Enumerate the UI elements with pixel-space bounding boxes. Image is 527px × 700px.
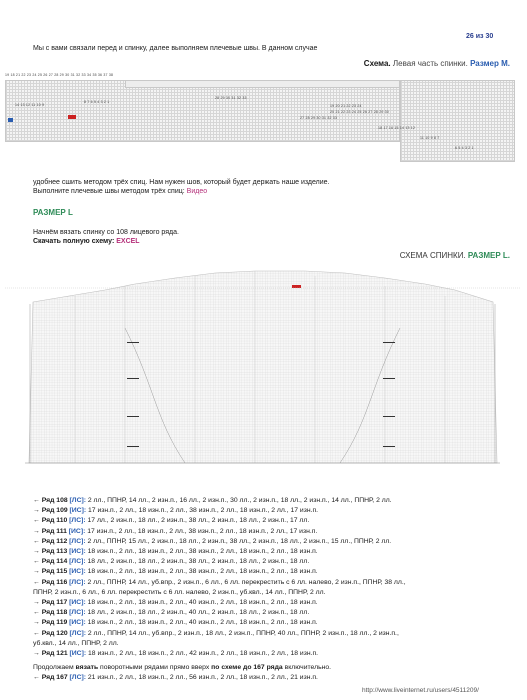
after-m-line-2-text: Выполните плечевые швы методом трёх спиц: — [33, 188, 185, 195]
continuation-part: поворотными рядами прямо вверх — [98, 664, 212, 671]
row-label: Ряд 117 — [41, 599, 68, 607]
row-arrow: → — [33, 548, 40, 556]
continuation-line — [33, 663, 331, 673]
row-label: Ряд 114 — [41, 558, 68, 566]
excel-link[interactable]: EXCEL — [116, 238, 140, 245]
row-side: [ИС]: — [69, 548, 86, 556]
row-line-continued — [33, 639, 503, 649]
row-line-continued — [33, 588, 503, 598]
row-line — [33, 506, 503, 516]
final-row-side: [ЛС]: — [69, 674, 86, 681]
row-arrow: ← — [33, 517, 40, 525]
row-label: Ряд 111 — [41, 527, 67, 535]
schema-m-title — [364, 59, 510, 68]
row-arrow: ← — [33, 609, 40, 617]
schema-l-title — [400, 251, 510, 260]
final-row-arrow: ← — [33, 674, 40, 681]
continuation-part: включительно. — [282, 664, 332, 671]
row-arrow: ← — [33, 558, 40, 566]
row-label: Ряд 112 — [41, 537, 68, 545]
row-side: [ИС]: — [69, 650, 87, 658]
row-side: [ИС]: — [69, 599, 86, 607]
final-row-label: Ряд 167 — [41, 674, 68, 681]
continuation-part: Продолжаем — [33, 664, 76, 671]
row-label: Ряд 116 — [41, 578, 68, 586]
row-line — [33, 598, 503, 608]
row-side: [ИС]: — [68, 527, 86, 535]
schema-m-size: Размер М. — [470, 59, 510, 68]
row-line — [33, 537, 503, 547]
chart-m-numbers-1: 8 7 6 5 4 3 2 1 — [84, 100, 110, 104]
final-row-text: 21 изн.п., 2 лл., 18 изн.п., 2 лл., 56 изн.п., 2 лл., 18 изн.п., 2 лл., 21 изн.п. — [86, 674, 318, 681]
row-line — [33, 496, 503, 506]
video-link[interactable]: Видео — [186, 188, 208, 195]
row-text: 2 лл., ППНР, 14 лл., 2 изн.п., 16 лл., 2 изн.п., 30 лл., 2 изн.п., 18 лл., 2 изн.п., 14 лл., ППНР, 2 лл. — [86, 497, 392, 504]
row-text: 18 изн.п., 2 лл., 18 изн.п., 2 лл., 38 изн.п., 2 лл., 18 изн.п., 2 лл., 18 изн.п. — [85, 568, 318, 576]
row-text: уб.квл., 14 лл., ППНР, 2 лл. — [33, 639, 119, 647]
row-label: Ряд 110 — [41, 517, 68, 525]
row-line — [33, 547, 503, 557]
row-label: Ряд 121 — [41, 650, 68, 658]
continuation-text — [33, 663, 331, 683]
watermark: http://www.liveinternet.ru/users/4511209/ — [362, 687, 479, 694]
row-side: [ЛС]: — [69, 517, 86, 525]
row-line — [33, 649, 503, 659]
row-line — [33, 567, 503, 577]
intro-text: Мы с вами связали перед и спинку, далее выполняем плечевые швы. В данном случае — [33, 45, 318, 52]
chart-m-numbers-9: 6 5 4 3 2 1 — [455, 146, 474, 150]
chart-m-top-numbers: 19 18 21 22 23 24 25 26 27 28 29 30 31 32 33 34 35 36 37 38 — [5, 73, 114, 77]
row-arrow: → — [33, 650, 40, 658]
chart-m-numbers-8: 11 10 9 8 7 — [420, 136, 440, 140]
row-text: 18 лл., 2 изн.п., 18 лл., 2 изн.п., 40 лл., 2 изн.п., 18 лл., 2 изн.п., 18 лл. — [85, 609, 310, 617]
schema-m-prefix: Схема. — [363, 59, 391, 68]
row-arrow: → — [33, 599, 40, 607]
after-m-text — [33, 178, 330, 196]
chart-m-band — [125, 80, 400, 88]
row-label: Ряд 113 — [41, 548, 68, 556]
row-arrow: ← — [33, 629, 40, 637]
chart-m-numbers-2: 14 13 12 11 10 9 — [15, 103, 45, 107]
row-text: 18 изн.п., 2 лл., 18 изн.п., 2 лл., 42 изн.п., 2 лл., 18 изн.п., 2 лл., 18 изн.п. — [86, 650, 319, 658]
row-text: 18 изн.п., 2 лл., 18 изн.п., 2 лл., 40 изн.п., 2 лл., 18 изн.п., 2 лл., 18 изн.п. — [85, 619, 318, 627]
row-side: [ЛС]: — [69, 609, 86, 617]
row-text: 17 изн.п., 2 лл., 18 изн.п., 2 лл., 38 изн.п., 2 лл., 18 изн.п., 2 лл., 17 изн.п. — [85, 527, 318, 535]
row-side: [ЛС]: — [69, 497, 86, 504]
row-arrow: → — [33, 568, 40, 576]
row-arrow: → — [33, 619, 40, 627]
schema-l-title-text: СХЕМА СПИНКИ. — [399, 251, 466, 260]
row-side: [ЛС]: — [69, 629, 86, 637]
chart-l — [5, 268, 520, 478]
row-text: 18 лл., 2 изн.п., 18 лл., 2 изн.п., 38 лл., 2 изн.п., 18 лл., 2 изн.п., 18 лл. — [85, 558, 310, 566]
row-label: Ряд 115 — [41, 568, 68, 576]
schema-m-part: Левая часть спинки. — [392, 59, 468, 68]
row-line — [33, 629, 503, 639]
row-label: Ряд 119 — [41, 619, 68, 627]
row-side: [ЛС]: — [69, 578, 86, 586]
row-side: [ИС]: — [69, 507, 87, 515]
row-arrow: → — [33, 527, 40, 535]
row-text: ППНР, 2 изн.п., 6 лл., 6 лл. перекрестить с 6 лл. налево, 2 изн.п., уб.квл., 14 лл., ППНР, 2 лл. — [33, 588, 326, 596]
page-number: 26 из 30 — [466, 33, 494, 40]
row-line — [33, 516, 503, 526]
row-arrow: ← — [33, 497, 40, 504]
download-line — [33, 238, 140, 245]
chart-l-svg — [5, 268, 520, 478]
row-line — [33, 527, 503, 537]
row-text: 17 лл., 2 изн.п., 18 лл., 2 изн.п., 38 лл., 2 изн.п., 18 лл., 2 изн.п., 17 лл. — [85, 517, 310, 525]
row-text: 18 изн.п., 2 лл., 18 изн.п., 2 лл., 38 изн.п., 2 лл., 18 изн.п., 2 лл., 18 изн.п. — [85, 548, 318, 556]
row-text: 2 лл., ППНР, 15 лл., 2 изн.п., 18 лл., 2 изн.п., 38 лл., 2 изн.п., 18 лл., 2 изн.п., 15 лл., ППНР, 2 лл. — [85, 537, 392, 545]
chart-m-numbers-7: 18 17 16 15 14 13 12 — [378, 126, 416, 130]
chart-m-arrow-icon — [8, 118, 13, 122]
row-label: Ряд 109 — [41, 507, 68, 515]
continuation-bold: по схеме до 167 ряда — [211, 664, 283, 671]
download-text: Скачать полную схему: — [33, 238, 115, 245]
start-text: Начнём вязать спинку со 108 лицевого ряда. — [33, 229, 179, 236]
row-text: 2 лл., ППНР, 14 лл., уб.впр., 2 изн.п., 6 лл., 6 лл. перекрестить с 6 лл. налево, 2 изн.п., ППНР, 38 лл., — [85, 578, 406, 586]
chart-m-numbers-4: 27 28 29 30 31 32 33 — [300, 116, 338, 120]
row-text: 17 изн.п., 2 лл., 18 изн.п., 2 лл., 38 изн.п., 2 лл., 18 изн.п., 2 лл., 17 изн.п. — [86, 507, 319, 515]
row-side: [ИС]: — [69, 568, 86, 576]
row-line — [33, 608, 503, 618]
row-arrow: → — [33, 507, 40, 515]
row-label: Ряд 118 — [41, 609, 68, 617]
row-side: [ЛС]: — [69, 558, 86, 566]
row-arrow: ← — [33, 537, 40, 545]
chart-m-numbers-3: 28 29 30 31 32 33 — [215, 96, 247, 100]
row-line — [33, 557, 503, 567]
row-side: [ИС]: — [69, 619, 86, 627]
after-m-line-1: удобнее сшить методом трёх спиц. Нам нужен шов, который будет держать наше изделие. — [33, 179, 330, 186]
chart-m-numbers-6: 20 21 22 23 24 25 26 27 28 29 30 — [330, 110, 389, 114]
after-m-line-2 — [33, 187, 330, 196]
row-arrow: ← — [33, 578, 40, 586]
continuation-bold: вязать — [75, 664, 99, 671]
final-row — [33, 673, 331, 683]
row-side: [ЛС]: — [69, 537, 86, 545]
chart-m-marker — [68, 115, 76, 119]
row-instructions — [33, 496, 503, 659]
row-label: Ряд 108 — [41, 497, 68, 504]
chart-m-numbers-5: 19 20 21 22 23 24 — [330, 104, 362, 108]
row-text: 18 изн.п., 2 лл., 18 изн.п., 2 лл., 40 изн.п., 2 лл., 18 изн.п., 2 лл., 18 изн.п. — [85, 599, 318, 607]
row-text: 2 лл., ППНР, 14 лл., уб.впр., 2 изн.п., 18 лл., 2 изн.п., ППНР, 40 лл., ППНР, 2 изн.п., 18 лл., 2 изн.п., — [86, 629, 399, 637]
row-label: Ряд 120 — [41, 629, 68, 637]
row-line — [33, 618, 503, 628]
size-l-heading: РАЗМЕР L — [33, 208, 73, 217]
schema-l-size: РАЗМЕР L. — [467, 251, 510, 260]
row-line — [33, 578, 503, 588]
